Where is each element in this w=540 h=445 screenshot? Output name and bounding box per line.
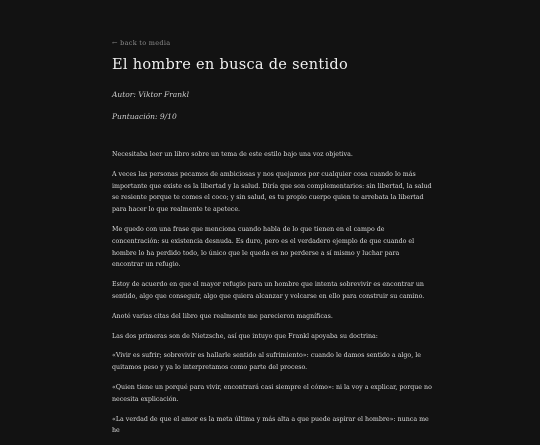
article-body bbox=[112, 149, 432, 445]
paragraph: Me quedo con una frase que menciona cuando habla de lo que tienen en el campo de concentración: su existencia desnuda. Es duro, pero es el verdadero ejemplo de que cuando el hombre lo ha perdido todo, lo único que le queda es no perderse a sí mismo y luchar para encontrar un refugio. bbox=[112, 225, 415, 269]
paragraph: Las dos primeras son de Nietzsche, así que intuyo que Frankl apoyaba su doctrina: bbox=[112, 332, 378, 340]
paragraph: Necesitaba leer un libro sobre un tema de este estilo bajo una voz objetiva. bbox=[112, 151, 353, 158]
paragraph: Estoy de acuerdo en que el mayor refugio para un hombre que intenta sobrevivir es encontrar un sentido, algo que conseguir, algo que quiera alcanzar y volcarse en ello para construir su camino. bbox=[112, 281, 425, 300]
paragraph: Anoté varias citas del libro que realmente me parecieron magníficas. bbox=[112, 312, 333, 320]
paragraph: A veces las personas pecamos de ambiciosas y nos quejamos por cualquier cosa cuando lo más importante que existe es la libertad y la salud. Diría que son complementarios: sin libertad, la salud se resiente porque te comes el coco; y sin salud, es tu propio cuerpo quien te arrebata la libertad para hacer lo que realmente te apetece. bbox=[112, 170, 432, 214]
paragraph: «Quien tiene un porqué para vivir, encontrará casi siempre el cómo»: ni la voy a explicar, porque no necesita explicación. bbox=[112, 383, 432, 403]
author-line: Autor: Viktor Frankl bbox=[112, 90, 190, 99]
paragraph: «Vivir es sufrir; sobrevivir es hallarle sentido al sufrimiento»: cuando le damos sentido a algo, le quitamos peso y ya lo interpretamos como parte del proceso. bbox=[112, 352, 421, 372]
page-title: El hombre en busca de sentido bbox=[112, 57, 349, 73]
rating-line: Puntuación: 9/10 bbox=[112, 112, 177, 121]
back-to-media-link[interactable]: ← back to media bbox=[112, 39, 171, 47]
paragraph: «La verdad de que el amor es la meta última y más alta a que puede aspirar el hombre»: nunca me he bbox=[112, 415, 429, 435]
